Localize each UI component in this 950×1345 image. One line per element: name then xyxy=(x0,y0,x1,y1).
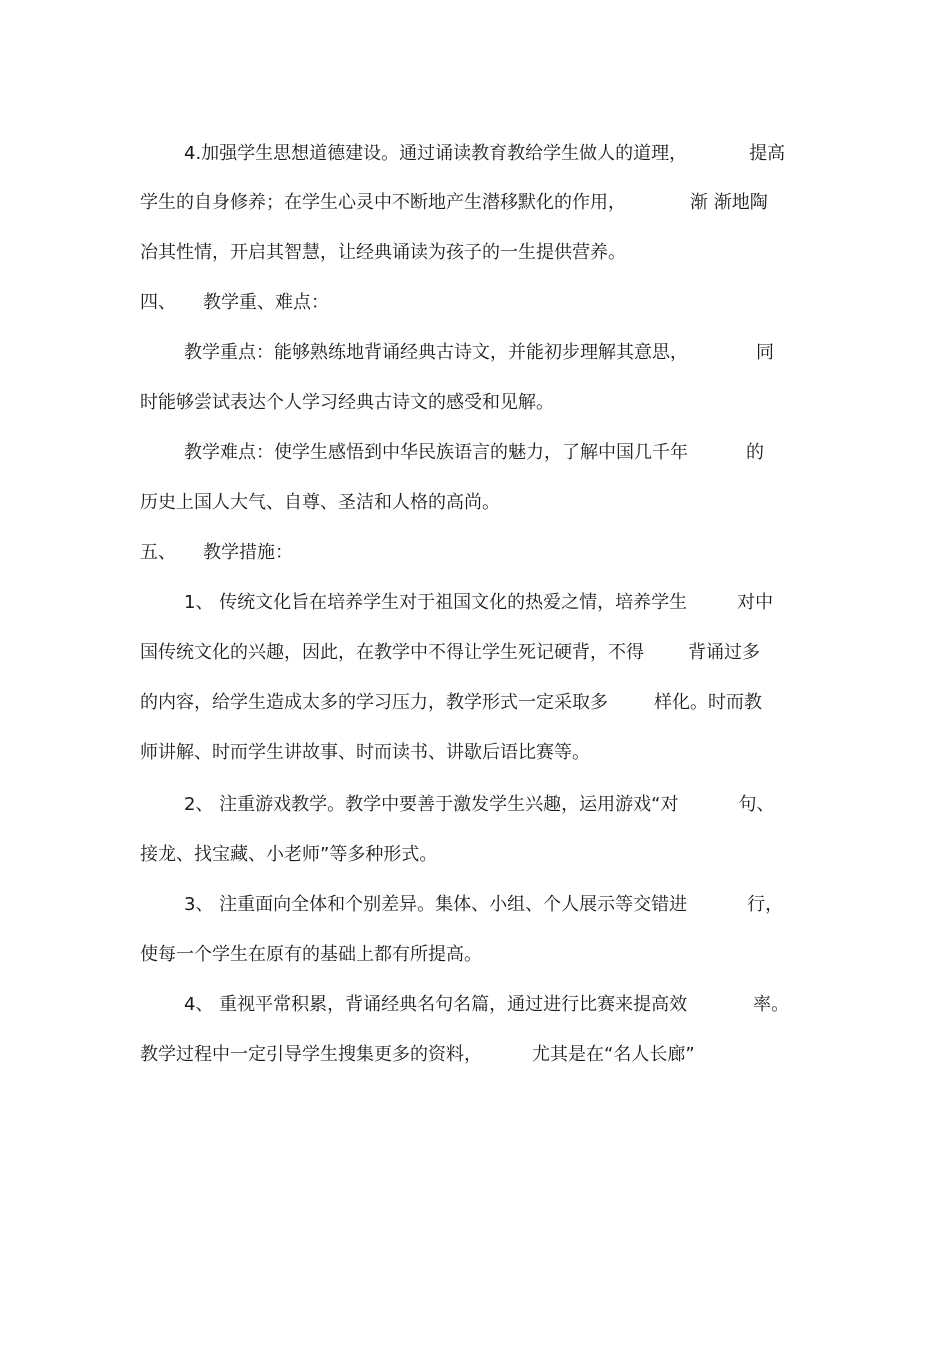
line-11-text: 国传统文化的兴趣，因此，在教学中不得让学生死记硬背，不得 xyxy=(140,642,644,663)
line-16-text: 3、 注重面向全体和个别差异。集体、小组、个人展示等交错进 xyxy=(184,894,688,915)
paragraph-line-3 xyxy=(140,242,626,264)
line-10-text: 1、 传统文化旨在培养学生对于祖国文化的热爱之情，培养学生 xyxy=(184,592,688,613)
section-heading-5 xyxy=(140,542,293,564)
paragraph-line-6 xyxy=(140,392,554,414)
line-1-text: 4.加强学生思想道德建设。通过诵读教育教给学生做人的道理， xyxy=(184,143,688,164)
line-18-tail: 率。 xyxy=(753,994,790,1015)
heading-4-title: 教学重、难点： xyxy=(203,292,329,313)
heading-5-title: 教学措施： xyxy=(203,542,293,563)
line-7-text: 教学难点：使学生感悟到中华民族语言的魅力，了解中国几千年 xyxy=(184,442,688,463)
line-2-text: 学生的自身修养；在学生心灵中不断地产生潜移默化的作用， xyxy=(140,192,626,213)
line-3-text: 冶其性情，开启其智慧，让经典诵读为孩子的一生提供营养。 xyxy=(140,242,626,263)
paragraph-line-8 xyxy=(140,492,500,514)
line-17-text: 使每一个学生在原有的基础上都有所提高。 xyxy=(140,944,482,965)
heading-4-number: 四、 xyxy=(140,292,176,313)
paragraph-line-17 xyxy=(140,944,482,966)
line-6-text: 时能够尝试表达个人学习经典古诗文的感受和见解。 xyxy=(140,392,554,413)
line-5-text: 教学重点：能够熟练地背诵经典古诗文，并能初步理解其意思， xyxy=(184,342,688,363)
paragraph-line-5 xyxy=(184,342,774,364)
line-10-tail: 对中 xyxy=(737,592,774,613)
line-2-tail: 渐 渐地陶 xyxy=(690,192,768,213)
paragraph-line-16 xyxy=(184,894,783,916)
paragraph-line-14 xyxy=(184,794,775,816)
paragraph-line-2 xyxy=(140,192,768,214)
paragraph-line-13 xyxy=(140,742,590,764)
line-18-text: 4、 重视平常积累，背诵经典名句名篇，通过进行比赛来提高效 xyxy=(184,994,688,1015)
line-19-tail: 尤其是在“名人长廊” xyxy=(532,1044,695,1065)
line-15-text: 接龙、找宝藏、小老师”等多种形式。 xyxy=(140,844,438,865)
line-8-text: 历史上国人大气、自尊、圣洁和人格的高尚。 xyxy=(140,492,500,513)
paragraph-line-15 xyxy=(140,844,437,866)
section-heading-4 xyxy=(140,292,329,314)
line-14-tail: 句、 xyxy=(738,794,775,815)
line-5-tail: 同 xyxy=(756,342,774,363)
line-13-text: 师讲解、时而学生讲故事、时而读书、讲歇后语比赛等。 xyxy=(140,742,590,763)
line-1-tail: 提高 xyxy=(749,143,786,164)
line-16-tail: 行， xyxy=(747,894,784,915)
line-7-tail: 的 xyxy=(746,442,764,463)
line-12-tail: 样化。时而教 xyxy=(654,692,762,713)
paragraph-line-10 xyxy=(184,592,773,614)
paragraph-line-18 xyxy=(184,994,789,1016)
line-19-text: 教学过程中一定引导学生搜集更多的资料， xyxy=(140,1044,482,1065)
heading-5-number: 五、 xyxy=(140,542,176,563)
line-14-text: 2、 注重游戏教学。教学中要善于激发学生兴趣，运用游戏“对 xyxy=(184,794,679,815)
paragraph-line-19 xyxy=(140,1044,695,1066)
line-12-text: 的内容，给学生造成太多的学习压力，教学形式一定采取多 xyxy=(140,692,608,713)
line-11-tail: 背诵过多 xyxy=(688,642,760,663)
paragraph-line-1 xyxy=(184,143,785,165)
paragraph-line-11 xyxy=(140,642,760,664)
paragraph-line-7 xyxy=(184,442,764,464)
paragraph-line-12 xyxy=(140,692,762,714)
